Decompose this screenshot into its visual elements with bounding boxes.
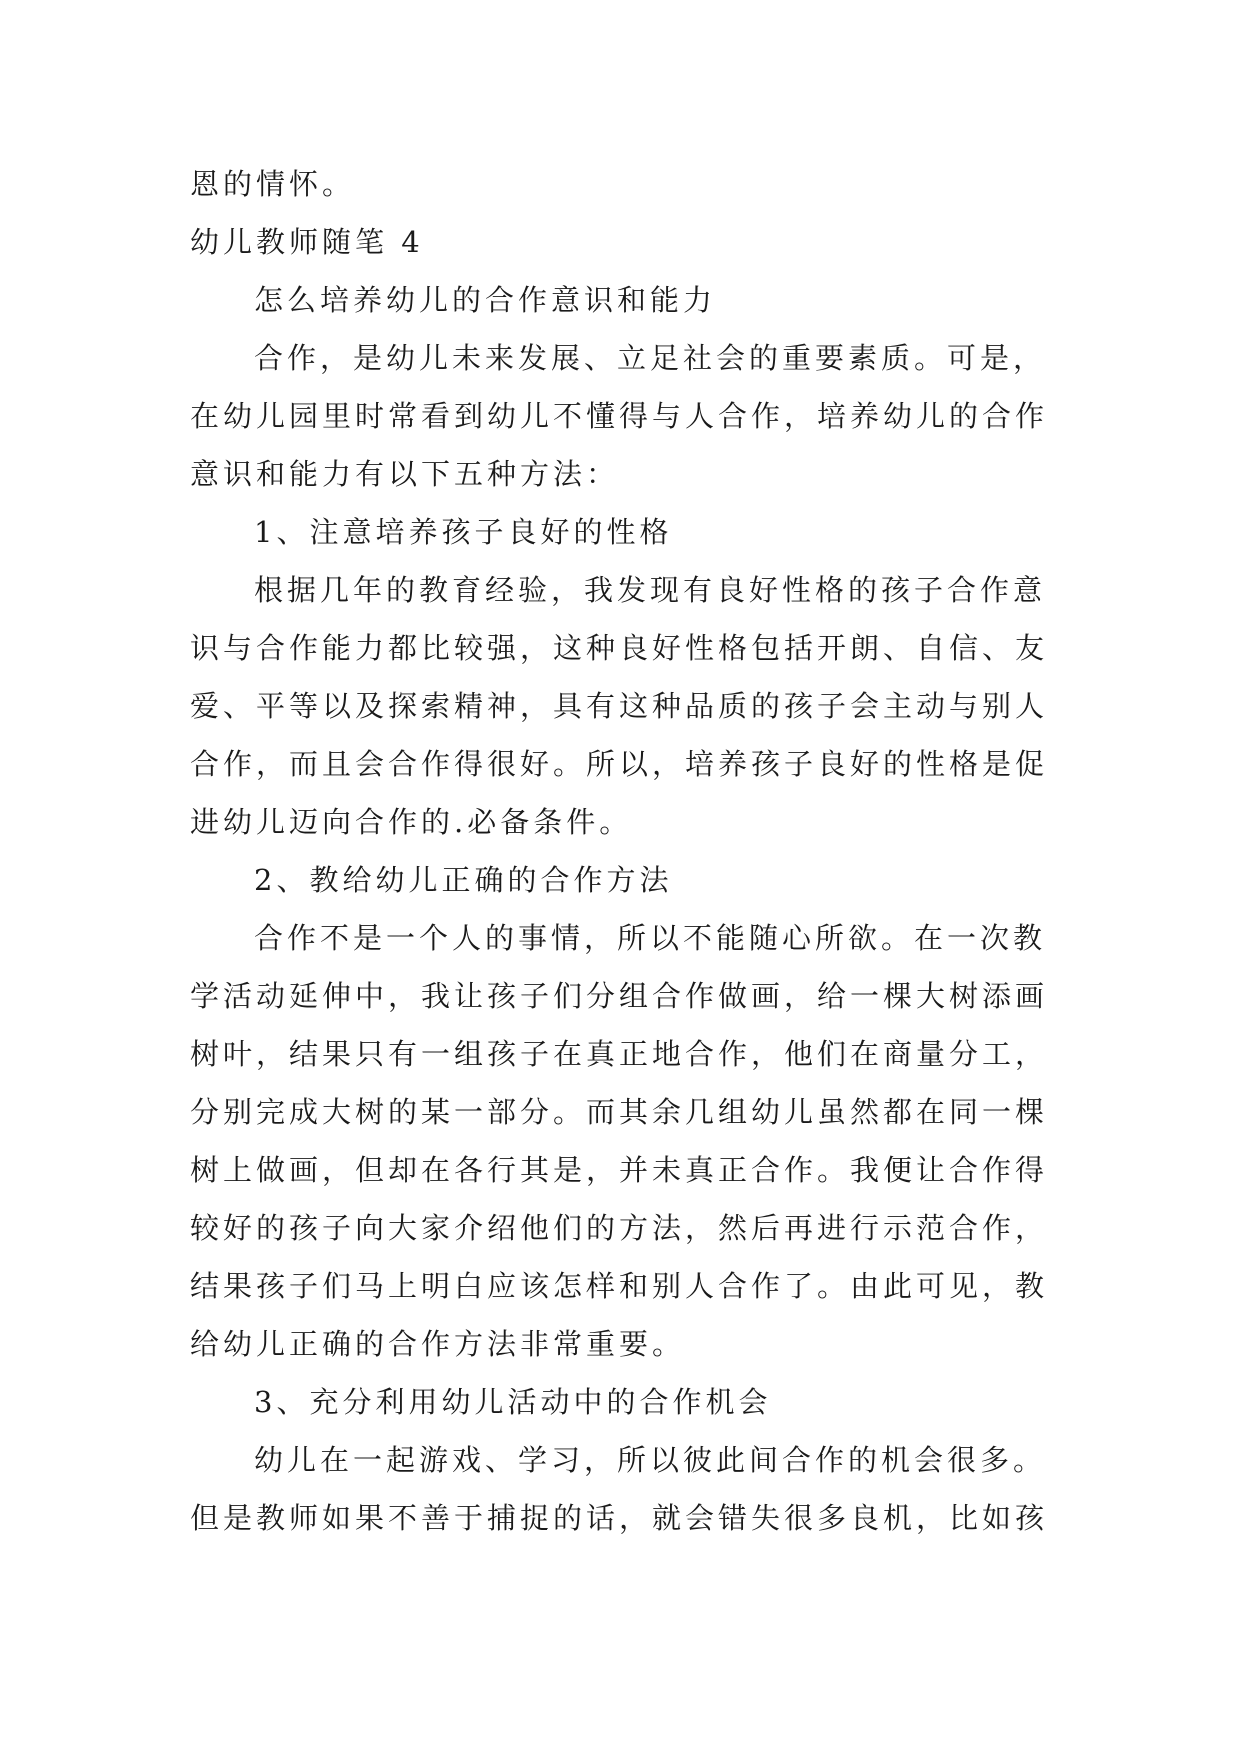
text-line: 结果孩子们马上明白应该怎样和别人合作了。由此可见，教	[190, 1269, 1049, 1303]
text-line: 合作，而且会合作得很好。所以，培养孩子良好的性格是促	[190, 747, 1049, 781]
text-line: 但是教师如果不善于捕捉的话，就会错失很多良机，比如孩	[190, 1501, 1049, 1535]
paragraph-start: 根据几年的教育经验，我发现有良好性格的孩子合作意	[254, 573, 1047, 607]
text-line: 学活动延伸中，我让孩子们分组合作做画，给一棵大树添画	[190, 979, 1049, 1013]
document-body	[190, 155, 1060, 1547]
text-line: 爱、平等以及探索精神，具有这种品质的孩子会主动与别人	[190, 689, 1049, 723]
subheading-3: 3、充分利用幼儿活动中的合作机会	[254, 1385, 772, 1419]
paragraph-start: 合作不是一个人的事情，所以不能随心所欲。在一次教	[254, 921, 1047, 955]
subheading-2: 2、教给幼儿正确的合作方法	[254, 863, 673, 897]
text-line: 在幼儿园里时常看到幼儿不懂得与人合作，培养幼儿的合作	[190, 399, 1049, 433]
text-line: 较好的孩子向大家介绍他们的方法，然后再进行示范合作，	[190, 1211, 1049, 1245]
text-line: 树上做画，但却在各行其是，并未真正合作。我便让合作得	[190, 1153, 1049, 1187]
subheading-1: 1、注意培养孩子良好的性格	[254, 515, 673, 549]
text-line: 分别完成大树的某一部分。而其余几组幼儿虽然都在同一棵	[190, 1095, 1049, 1129]
text-line: 树叶，结果只有一组孩子在真正地合作，他们在商量分工，	[190, 1037, 1049, 1071]
section-heading: 幼儿教师随笔 4	[190, 225, 424, 259]
paragraph-start: 合作，是幼儿未来发展、立足社会的重要素质。可是，	[254, 341, 1047, 375]
paragraph-start: 幼儿在一起游戏、学习，所以彼此间合作的机会很多。	[254, 1443, 1047, 1477]
text-line: 给幼儿正确的合作方法非常重要。	[190, 1327, 686, 1361]
text-line: 识与合作能力都比较强，这种良好性格包括开朗、自信、友	[190, 631, 1049, 665]
article-title: 怎么培养幼儿的合作意识和能力	[254, 283, 717, 317]
text-line: 恩的情怀。	[190, 167, 356, 201]
text-line: 意识和能力有以下五种方法：	[190, 457, 620, 491]
text-line: 进幼儿迈向合作的.必备条件。	[190, 805, 633, 839]
